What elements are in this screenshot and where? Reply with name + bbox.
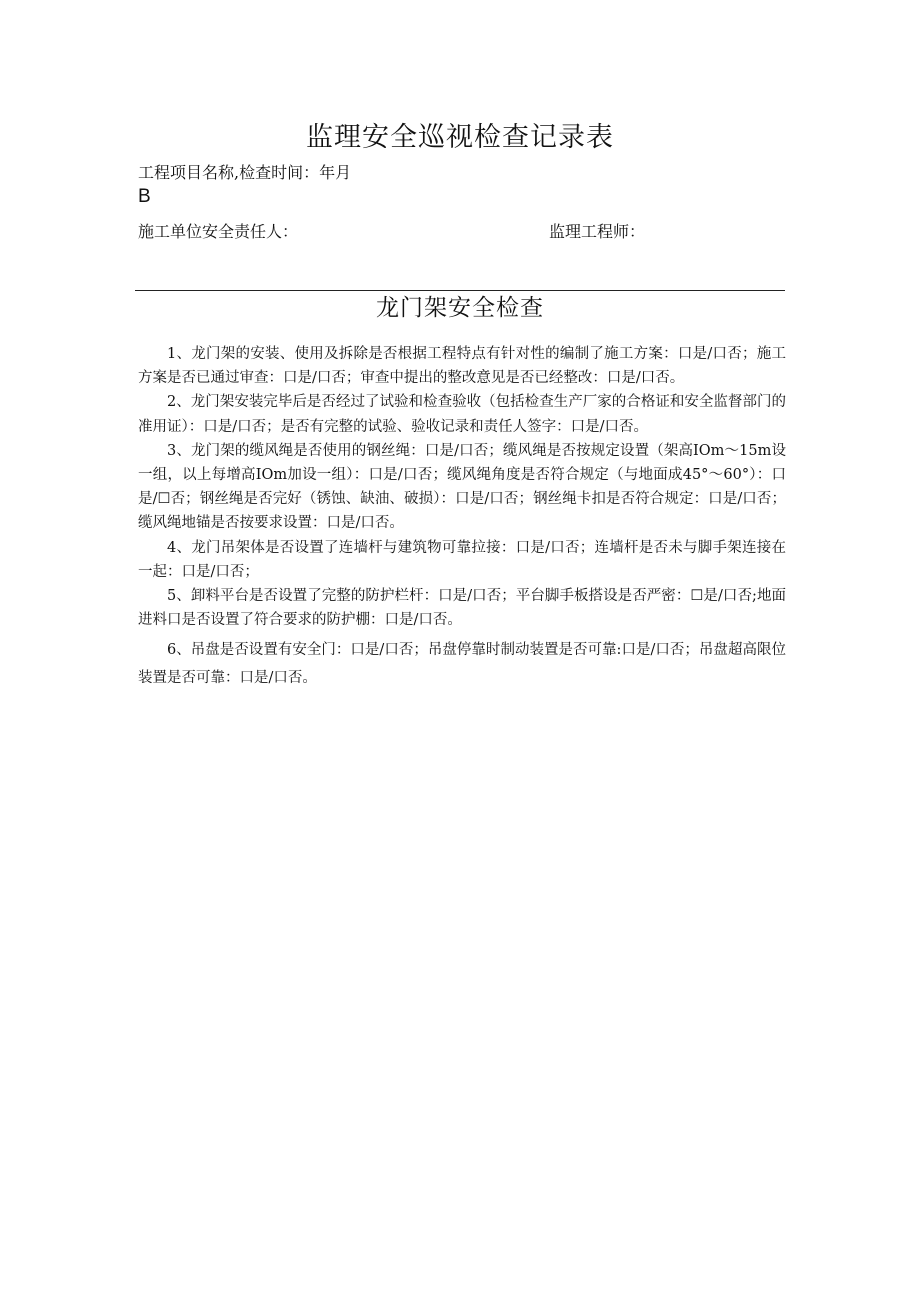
project-name-and-time: 工程项目名称,检查时间：年月 (138, 163, 352, 182)
contractor-safety-officer-label: 施工单位安全责任人： (138, 222, 299, 241)
supervising-engineer-label: 监理工程师： (549, 222, 646, 241)
checklist-item: 2、龙门架安装完毕后是否经过了试验和检查验收（包括检查生产厂家的合格证和安全监督部门的准用证）：口是/口否；是否有完整的试验、验收记录和责任人签字：口是/口否。 (138, 394, 786, 435)
document-title: 监理安全巡视检查记录表 (306, 122, 614, 153)
checklist-item: 6、吊盘是否设置有安全门：口是/口否；吊盘停靠时制动装置是否可靠:口是/口否；吊盘超高限位装置是否可靠：口是/口否。 (138, 642, 786, 687)
checklist-item: 4、龙门吊架体是否设置了连墙杆与建筑物可靠拉接：口是/口否；连墙杆是否未与脚手架连接在一起：口是/口否； (138, 539, 786, 580)
checklist-item: 3、龙门架的缆风绳是否使用的钢丝绳：口是/口否；缆风绳是否按规定设置（架高IOm～15m设一组，以上每增高IOm加设一组）：口是/口否；缆风绳角度是否符合规定（与地面成45°～60°）：口是/☐否；钢丝绳是否完好（锈蚀、缺油、破损）：口是/口否；钢丝绳卡扣是否符合规定：口是/口否；缆风绳地锚是否按要求设置：口是/口否。 (138, 442, 786, 532)
checklist-item: 1、龙门架的安装、使用及拆除是否根据工程特点有针对性的编制了施工方案：口是/口否；施工方案是否已通过审查：口是/口否；审查中提出的整改意见是否已经整改：口是/口否。 (138, 346, 786, 387)
checklist-item: 5、卸料平台是否设置了完整的防护栏杆：口是/口否；平台脚手板搭设是否严密：☐是/口否;地面进料口是否设置了符合要求的防护棚：口是/口否。 (138, 588, 786, 629)
day-mark: B (138, 186, 151, 207)
section-title: 龙门架安全检查 (376, 295, 544, 321)
checklist (138, 342, 786, 692)
